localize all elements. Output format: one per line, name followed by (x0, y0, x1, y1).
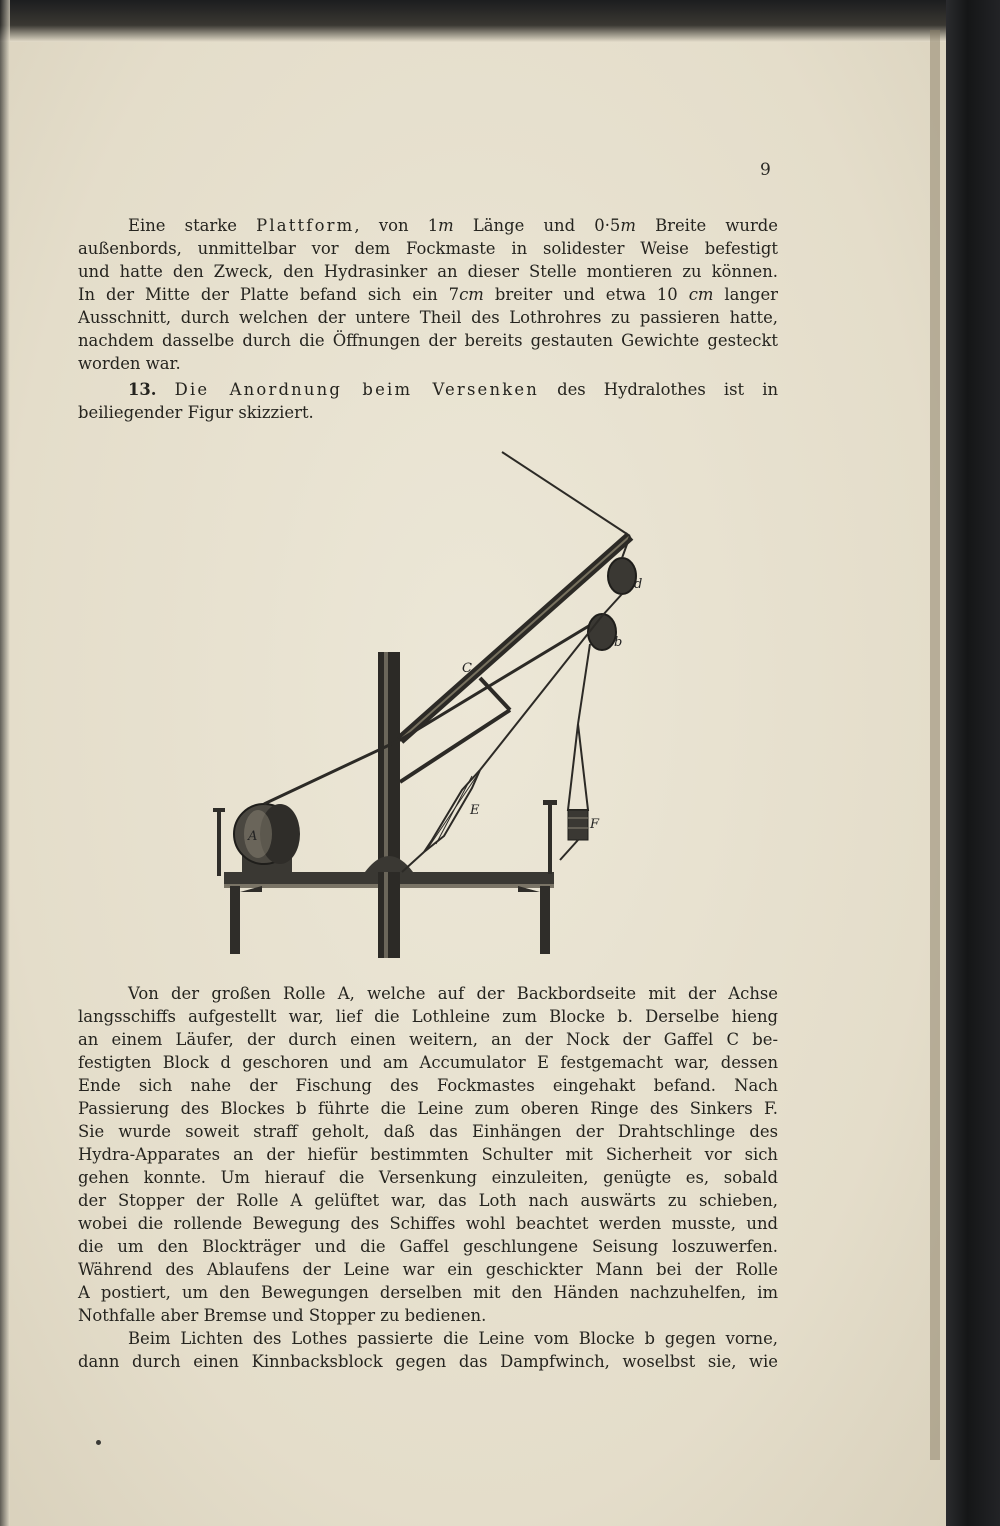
block3-line: Hydra-Apparates an der hiefür bestimmten Schulter mit Sicherheit vor sich (78, 1145, 778, 1164)
paragraph-platform-line (78, 237, 778, 260)
label-d: d (634, 577, 643, 592)
text-run: langer (713, 285, 778, 304)
block3-line: A postiert, um den Bewegungen derselben mit den Händen nachzuhelfen, im (78, 1283, 778, 1302)
unit-text: m (620, 216, 636, 235)
paragraph-platform-line (78, 329, 778, 352)
text-run: nachdem dasselbe durch die Öffnungen der bereits gestauten Gewichte gesteckt (78, 331, 778, 350)
page-number: 9 (760, 160, 771, 180)
scan-left-shadow (0, 0, 10, 1526)
label-c: C (462, 661, 472, 676)
block3-line: wobei die rollende Bewegung des Schiffes wohl beachtet werden musste, und (78, 1214, 778, 1233)
unit-text: cm (688, 285, 714, 304)
text-run: außenbords, unmittelbar vor dem Fockmaste in solidester Weise befestigt (78, 239, 778, 258)
block3-line: Nothfalle aber Bremse und Stopper zu bedienen. (78, 1306, 487, 1325)
block3-line: gehen konnte. Um hierauf die Versenkung einzuleiten, genügte es, sobald (78, 1168, 778, 1187)
upper-rope (502, 452, 630, 536)
paragraph-13 (78, 378, 778, 424)
text-run: , von 1 (354, 216, 439, 235)
paragraph-platform-line (78, 352, 778, 375)
spaced-heading-text: Die Anordnung beim Versenken (174, 380, 539, 399)
block3-line: die um den Blockträger und die Gaffel geschlungene Seisung loszuwerfen. (78, 1237, 778, 1256)
block3-line: der Stopper der Rolle A gelüftet war, das Loth nach auswärts zu schieben, (78, 1191, 778, 1210)
paragraph-13-rest: des Hydralothes ist in (539, 380, 778, 399)
block4-line: Beim Lichten des Lothes passierte die Leine vom Blocke b gegen vorne, (128, 1329, 778, 1348)
paragraph-13-line-1 (78, 378, 778, 401)
text-run: In der Mitte der Platte befand sich ein 7 (78, 285, 460, 304)
block3-line: langsschiffs aufgestellt war, lief die Lothleine zum Blocke b. Derselbe hieng (78, 1007, 778, 1026)
sinker-f (568, 724, 588, 810)
block3-line: Sie wurde soweit straff geholt, daß das Einhängen der Drahtschlinge des (78, 1122, 778, 1141)
platform-leg-left (230, 886, 240, 954)
spaced-word: Plattform (256, 216, 355, 235)
block-d (608, 558, 636, 594)
text-run: Länge und 0·5 (453, 216, 621, 235)
paragraph-platform-line (78, 283, 778, 306)
text-run: worden war. (78, 354, 181, 373)
ink-speck (96, 1440, 101, 1445)
right-stanchion (548, 802, 552, 874)
label-e: E (470, 803, 480, 818)
block-b (588, 614, 616, 650)
text-run: Breite wurde (635, 216, 778, 235)
paragraph-description (78, 982, 778, 1327)
text-run: breiter und etwa 10 (483, 285, 689, 304)
figure-drawing (210, 440, 650, 960)
text-run: und hatte den Zweck, den Hydrasinker an dieser Stelle montieren zu können. (78, 262, 778, 281)
platform-leg-right (540, 886, 550, 954)
text-run: Ausschnitt, durch welchen der untere Theil des Lothrohres zu passieren hatte, (78, 308, 778, 327)
block3-line: Ende sich nahe der Fischung des Fockmastes eingehakt befand. Nach (78, 1076, 778, 1095)
section-number: 13. (128, 380, 157, 399)
left-stanchion (217, 810, 221, 876)
label-f: F (590, 817, 600, 832)
paragraph-platform (78, 214, 778, 375)
block3-line: Während des Ablaufens der Leine war ein geschickter Mann bei der Rolle (78, 1260, 778, 1279)
label-b: b (614, 635, 623, 650)
book-spine (946, 0, 1000, 1526)
label-a: A (248, 829, 258, 844)
page-edge-shadow (930, 30, 940, 1460)
sounding-apparatus-figure (210, 440, 650, 960)
unit-text: cm (459, 285, 484, 304)
block3-line: Von der großen Rolle A, welche auf der Backbordseite mit der Achse (128, 984, 778, 1003)
foremast (378, 652, 400, 958)
block4-line: dann durch einen Kinnbacksblock gegen das Dampfwinch, woselbst sie, wie (78, 1352, 778, 1371)
paragraph-lichten (78, 1327, 778, 1373)
block3-line: Passierung des Blockes b führte die Leine zum oberen Ringe des Sinkers F. (78, 1099, 778, 1118)
paragraph-platform-line (78, 260, 778, 283)
unit-text: m (438, 216, 454, 235)
text-run: Eine starke (128, 216, 257, 235)
paragraph-platform-line (78, 306, 778, 329)
paragraph-13-line-2: beiliegender Figur skizziert. (78, 403, 314, 422)
paragraph-platform-line (78, 214, 778, 237)
block3-line: festigten Block d geschoren und am Accumulator E festgemacht war, dessen (78, 1053, 778, 1072)
scan-top-shadow (0, 0, 946, 42)
block3-line: an einem Läufer, der durch einen weitern, an der Nock der Gaffel C be- (78, 1030, 778, 1049)
